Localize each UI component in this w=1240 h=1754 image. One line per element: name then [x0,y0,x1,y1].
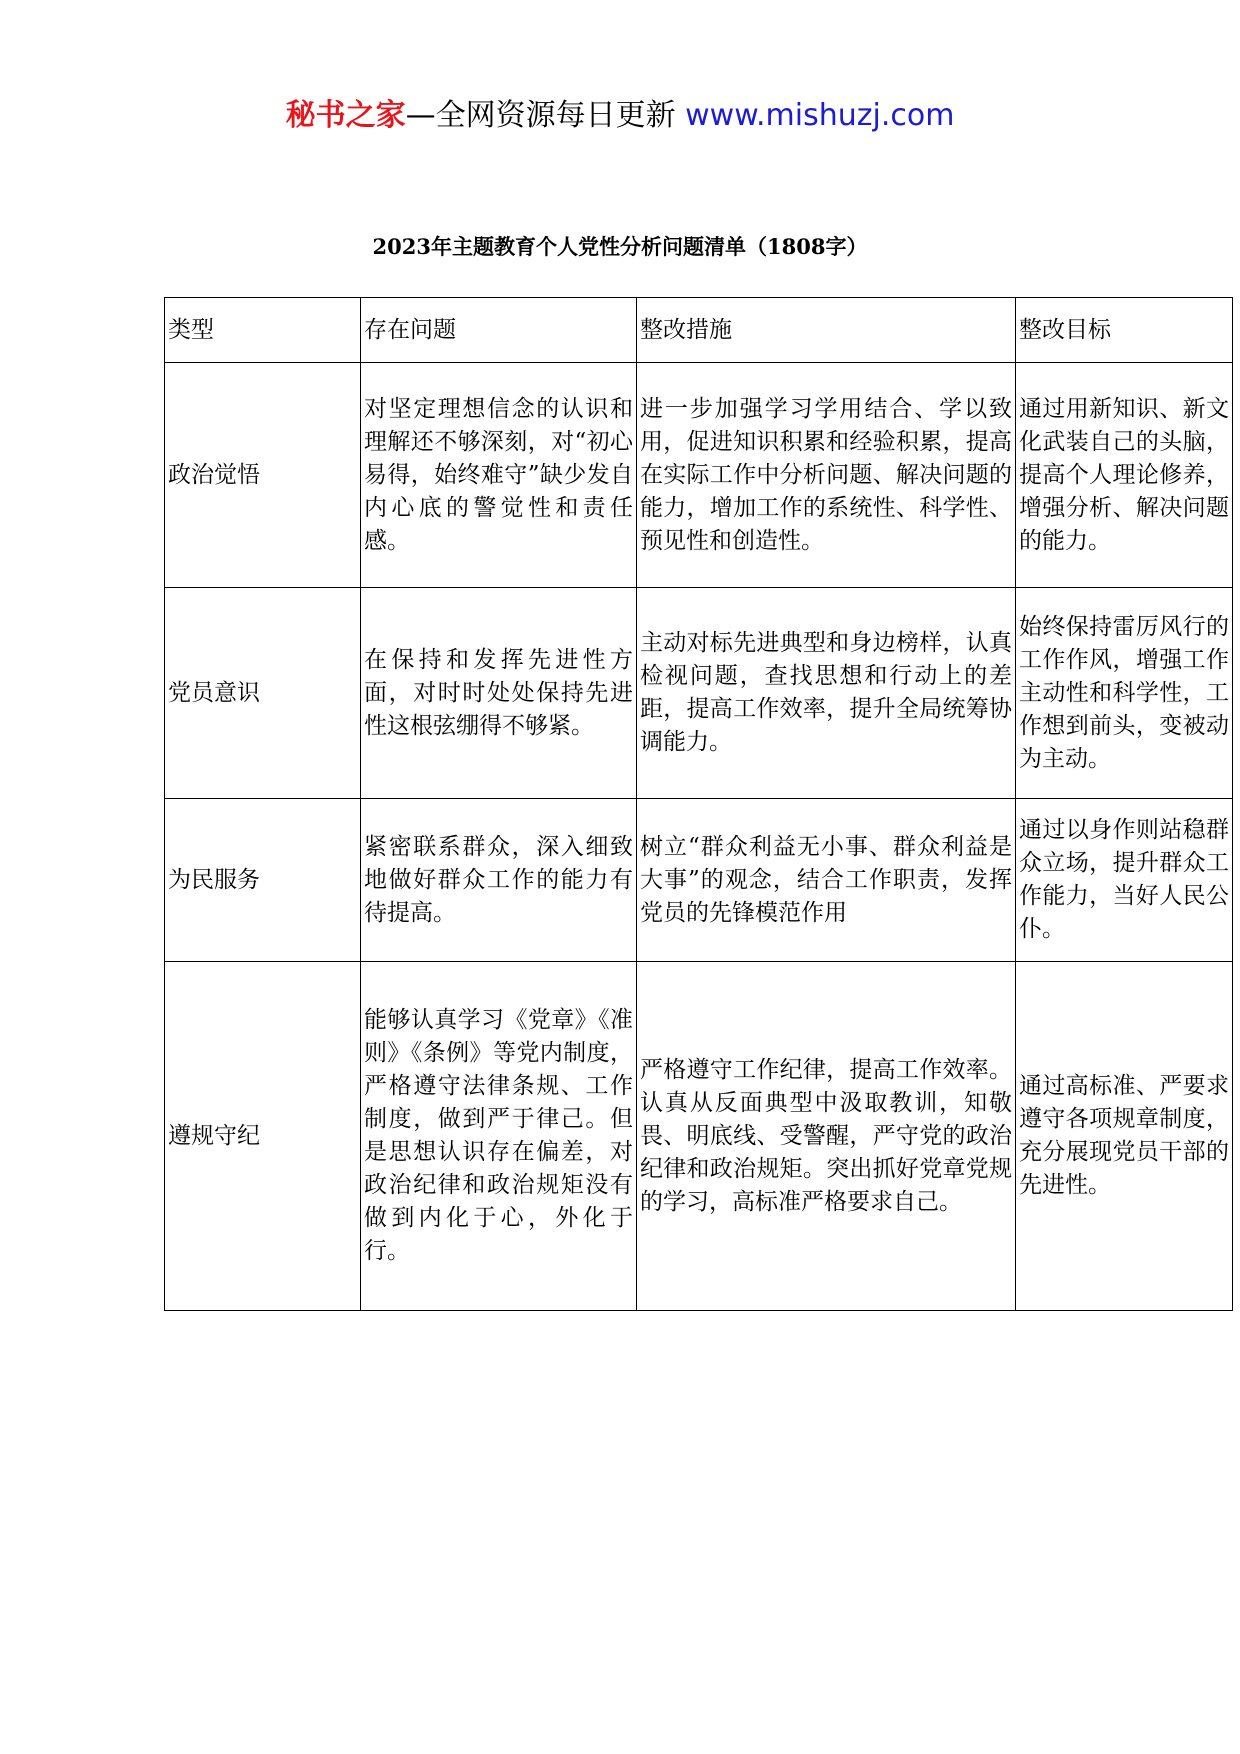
column-header-type: 类型 [165,298,361,363]
goal-cell: 通过高标准、严要求遵守各项规章制度，充分展现党员干部的先进性。 [1016,962,1233,1311]
document-title: 2023年主题教育个人党性分析问题清单（1808字） [372,234,868,259]
type-cell: 党员意识 [165,588,361,799]
table-row [165,962,1233,1311]
problem-cell: 在保持和发挥先进性方面，对时时处处保持先进性这根弦绷得不够紧。 [361,588,637,799]
measure-cell: 进一步加强学习学用结合、学以致用，促进知识积累和经验积累，提高在实际工作中分析问题、解决问题的能力，增加工作的系统性、科学性、预见性和创造性。 [637,363,1016,588]
column-header-measure: 整改措施 [637,298,1016,363]
type-cell: 为民服务 [165,799,361,962]
goal-cell: 通过用新知识、新文化武装自己的头脑，提高个人理论修养，增强分析、解决问题的能力。 [1016,363,1233,588]
measure-cell: 主动对标先进典型和身边榜样，认真检视问题，查找思想和行动上的差距，提高工作效率，提升全局统筹协调能力。 [637,588,1016,799]
problem-cell: 能够认真学习《党章》《准则》《条例》等党内制度，严格遵守法律条规、工作制度，做到严于律己。但是思想认识存在偏差，对政治纪律和政治规矩没有做到内化于心，外化于行。 [361,962,637,1311]
type-cell: 政治觉悟 [165,363,361,588]
table-row [165,588,1233,799]
measure-cell: 严格遵守工作纪律，提高工作效率。认真从反面典型中汲取教训，知敬畏、明底线、受警醒，严守党的政治纪律和政治规矩。突出抓好党章党规的学习，高标准严格要求自己。 [637,962,1016,1311]
problem-cell: 对坚定理想信念的认识和理解还不够深刻，对“初心易得，始终难守”缺少发自内心底的警觉性和责任感。 [361,363,637,588]
problem-cell: 紧密联系群众，深入细致地做好群众工作的能力有待提高。 [361,799,637,962]
goal-cell: 通过以身作则站稳群众立场，提升群众工作能力，当好人民公仆。 [1016,799,1233,962]
table-row [165,799,1233,962]
site-name: 秘书之家 [285,98,406,133]
issue-table [164,297,1233,1311]
site-url-link[interactable]: www.mishuzj.com [685,98,955,133]
table-row [165,363,1233,588]
column-header-problem: 存在问题 [361,298,637,363]
type-cell: 遵规守纪 [165,962,361,1311]
column-header-goal: 整改目标 [1016,298,1233,363]
table-header-row [165,298,1233,363]
site-header [0,96,1240,136]
measure-cell: 树立“群众利益无小事、群众利益是大事”的观念，结合工作职责，发挥党员的先锋模范作用 [637,799,1016,962]
goal-cell: 始终保持雷厉风行的工作作风，增强工作主动性和科学性，工作想到前头，变被动为主动。 [1016,588,1233,799]
site-slogan: —全网资源每日更新 [405,98,676,133]
